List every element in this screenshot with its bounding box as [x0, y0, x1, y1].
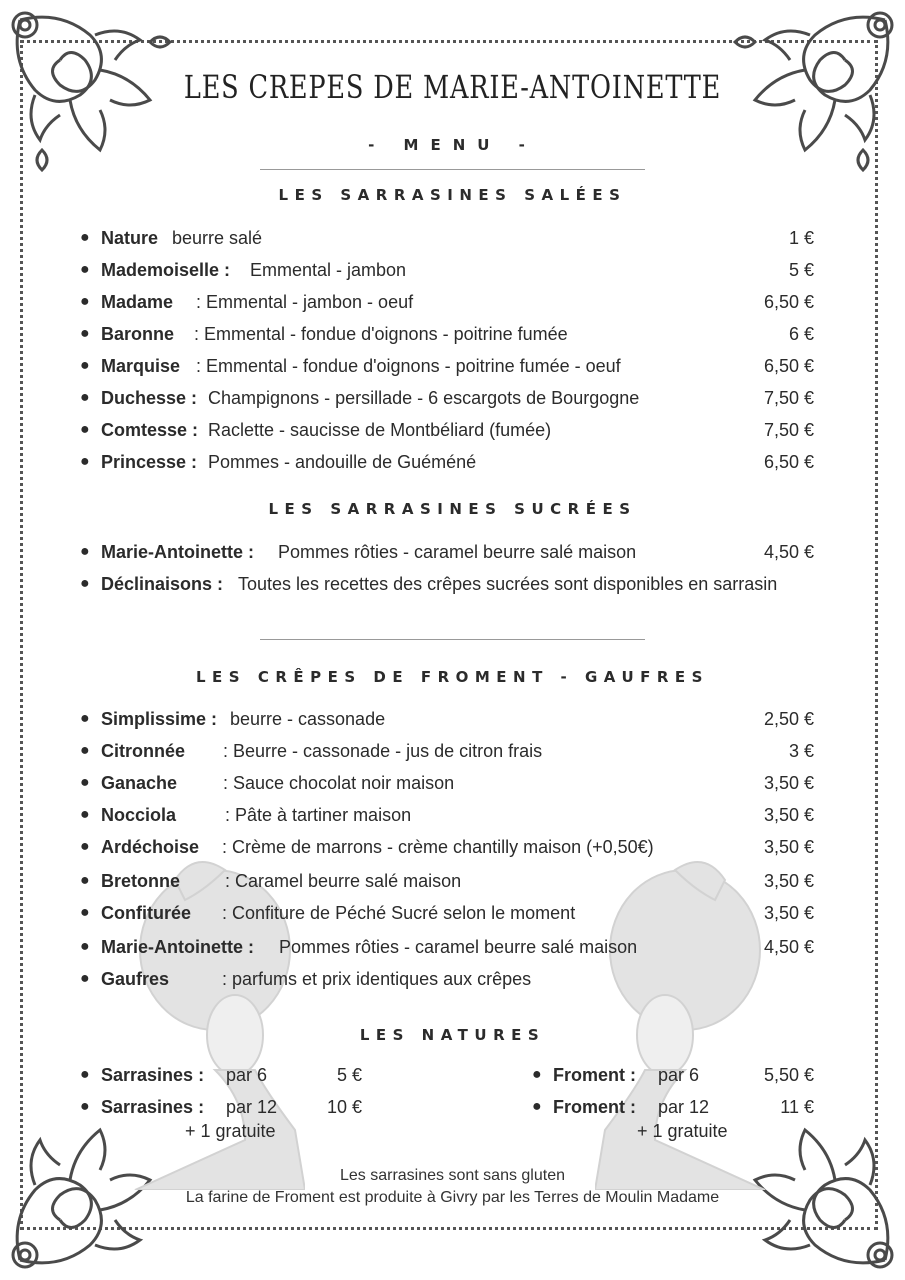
item-desc: Raclette - saucisse de Montbéliard (fumée): [208, 420, 552, 440]
item-name: Nature: [101, 228, 159, 248]
bonus-note: + 1 gratuite: [637, 1121, 728, 1141]
bullet-icon: ●: [80, 229, 90, 246]
menu-item: [80, 417, 820, 443]
menu-item: [80, 353, 820, 379]
item-desc: beurre - cassonade: [230, 709, 386, 729]
item-name: Simplissime :: [101, 709, 218, 729]
item-price: 5 €: [788, 260, 814, 280]
bullet-icon: ●: [80, 421, 90, 438]
bonus-note: + 1 gratuite: [185, 1121, 276, 1141]
menu-item: [80, 321, 820, 347]
bullet-icon: ●: [80, 774, 90, 791]
item-name: Marquise: [101, 356, 181, 376]
item-name: Princesse :: [101, 452, 198, 472]
bullet-icon: ●: [80, 389, 90, 406]
item-price: 7,50 €: [763, 420, 814, 440]
item-price: 5 €: [336, 1065, 362, 1085]
section-title-natures: LES NATURES: [359, 1026, 546, 1044]
divider: [260, 639, 645, 640]
item-price: 6 €: [788, 324, 814, 344]
item-name: Citronnée: [101, 741, 186, 761]
menu-item: [80, 770, 820, 796]
item-price: 3,50 €: [763, 773, 814, 793]
item-name: Froment :: [553, 1097, 636, 1117]
footer-note: Les sarrasines sont sans gluten: [339, 1167, 565, 1184]
item-name: Comtesse :: [101, 420, 199, 440]
bullet-icon: ●: [80, 872, 90, 889]
menu-item: [80, 225, 820, 251]
item-price: 3,50 €: [763, 837, 814, 857]
nature-item: [532, 1094, 820, 1120]
menu-heading: - MENU -: [368, 136, 537, 154]
item-price: 6,50 €: [763, 292, 814, 312]
section-title-salees: LES SARRASINES SALÉES: [278, 186, 627, 204]
bullet-icon: ●: [80, 293, 90, 310]
item-desc: : Pâte à tartiner maison: [225, 805, 412, 825]
item-desc: : Crème de marrons - crème chantilly maison (+0,50€): [222, 837, 654, 857]
divider: [260, 169, 645, 170]
menu-item: [80, 571, 820, 597]
item-desc: : Emmental - fondue d'oignons - poitrine fumée - oeuf: [196, 356, 621, 376]
page-title: LES CREPES DE MARIE-ANTOINETTE: [183, 68, 722, 106]
bullet-icon: ●: [80, 261, 90, 278]
item-name: Froment :: [553, 1065, 636, 1085]
bullet-icon: ●: [532, 1098, 542, 1115]
bullet-icon: ●: [80, 904, 90, 921]
item-price: 1 €: [788, 228, 814, 248]
item-name: Confiturée: [101, 903, 191, 923]
item-desc: Pommes rôties - caramel beurre salé maison: [278, 542, 637, 562]
item-name: Baronne: [101, 324, 175, 344]
bullet-icon: ●: [80, 325, 90, 342]
item-desc: Pommes - andouille de Guéméné: [208, 452, 477, 472]
item-price: 7,50 €: [763, 388, 814, 408]
item-name: Sarrasines :: [101, 1097, 205, 1117]
item-desc: : parfums et prix identiques aux crêpes: [222, 969, 532, 989]
bullet-icon: ●: [80, 1066, 90, 1083]
menu-item: [80, 706, 820, 732]
item-qty: par 6: [226, 1065, 268, 1085]
bullet-icon: ●: [80, 806, 90, 823]
item-qty: par 12: [226, 1097, 278, 1117]
item-desc: : Sauce chocolat noir maison: [223, 773, 455, 793]
section-title-sucrees: LES SARRASINES SUCRÉES: [268, 500, 637, 518]
item-name: Ardéchoise: [101, 837, 200, 857]
item-name: Gaufres: [101, 969, 170, 989]
item-desc: : Caramel beurre salé maison: [225, 871, 462, 891]
menu-item: [80, 834, 820, 860]
item-name: Mademoiselle :: [101, 260, 231, 280]
item-price: 3 €: [788, 741, 814, 761]
menu-item: [80, 868, 820, 894]
bullet-icon: ●: [80, 938, 90, 955]
bullet-icon: ●: [80, 742, 90, 759]
item-price: 2,50 €: [763, 709, 814, 729]
bullet-icon: ●: [80, 357, 90, 374]
item-price: 11 €: [780, 1097, 814, 1117]
menu-item: [80, 385, 820, 411]
bullet-icon: ●: [80, 453, 90, 470]
item-qty: par 12: [658, 1097, 710, 1117]
item-price: 4,50 €: [763, 542, 814, 562]
item-desc: Toutes les recettes des crêpes sucrées sont disponibles en sarrasin: [238, 574, 778, 594]
bullet-icon: ●: [80, 838, 90, 855]
section-title-froment: LES CRÊPES DE FROMENT - GAUFRES: [196, 668, 709, 686]
footer-note: La farine de Froment est produite à Givry par les Terres de Moulin Madame: [185, 1189, 720, 1206]
bullet-icon: ●: [80, 1098, 90, 1115]
nature-item: [80, 1094, 370, 1120]
menu-item: [80, 257, 820, 283]
nature-item: [532, 1062, 820, 1088]
bullet-icon: ●: [80, 575, 90, 592]
item-name: Bretonne: [101, 871, 181, 891]
item-price: 4,50 €: [763, 937, 814, 957]
item-price: 3,50 €: [763, 805, 814, 825]
bullet-icon: ●: [80, 970, 90, 987]
menu-item: [80, 934, 820, 960]
item-name: Sarrasines :: [101, 1065, 205, 1085]
item-desc: Pommes rôties - caramel beurre salé maison: [279, 937, 638, 957]
item-name: Madame: [101, 292, 174, 312]
item-price: 3,50 €: [763, 871, 814, 891]
bullet-icon: ●: [80, 710, 90, 727]
item-desc: Champignons - persillade - 6 escargots de Bourgogne: [208, 388, 640, 408]
item-desc: : Beurre - cassonade - jus de citron frais: [223, 741, 543, 761]
item-qty: par 6: [658, 1065, 700, 1085]
menu-item: [80, 802, 820, 828]
item-desc: Emmental - jambon: [250, 260, 407, 280]
item-name: Déclinaisons :: [101, 574, 224, 594]
menu-item: [80, 539, 820, 565]
nature-item: [80, 1062, 370, 1088]
item-name: Marie-Antoinette :: [101, 542, 254, 562]
menu-item: [80, 900, 820, 926]
item-price: 3,50 €: [763, 903, 814, 923]
item-price: 10 €: [326, 1097, 362, 1117]
item-desc: : Emmental - jambon - oeuf: [196, 292, 414, 312]
item-desc: beurre salé: [172, 228, 263, 248]
menu-item: [80, 449, 820, 475]
menu-item: [80, 966, 820, 992]
item-desc: : Emmental - fondue d'oignons - poitrine fumée: [194, 324, 568, 344]
item-name: Duchesse :: [101, 388, 198, 408]
item-name: Nocciola: [101, 805, 177, 825]
bullet-icon: ●: [80, 543, 90, 560]
item-name: Marie-Antoinette :: [101, 937, 254, 957]
item-desc: : Confiture de Péché Sucré selon le moment: [222, 903, 576, 923]
menu-item: [80, 738, 820, 764]
item-name: Ganache: [101, 773, 178, 793]
bullet-icon: ●: [532, 1066, 542, 1083]
menu-item: [80, 289, 820, 315]
item-price: 6,50 €: [763, 452, 814, 472]
item-price: 6,50 €: [763, 356, 814, 376]
item-price: 5,50 €: [763, 1065, 814, 1085]
